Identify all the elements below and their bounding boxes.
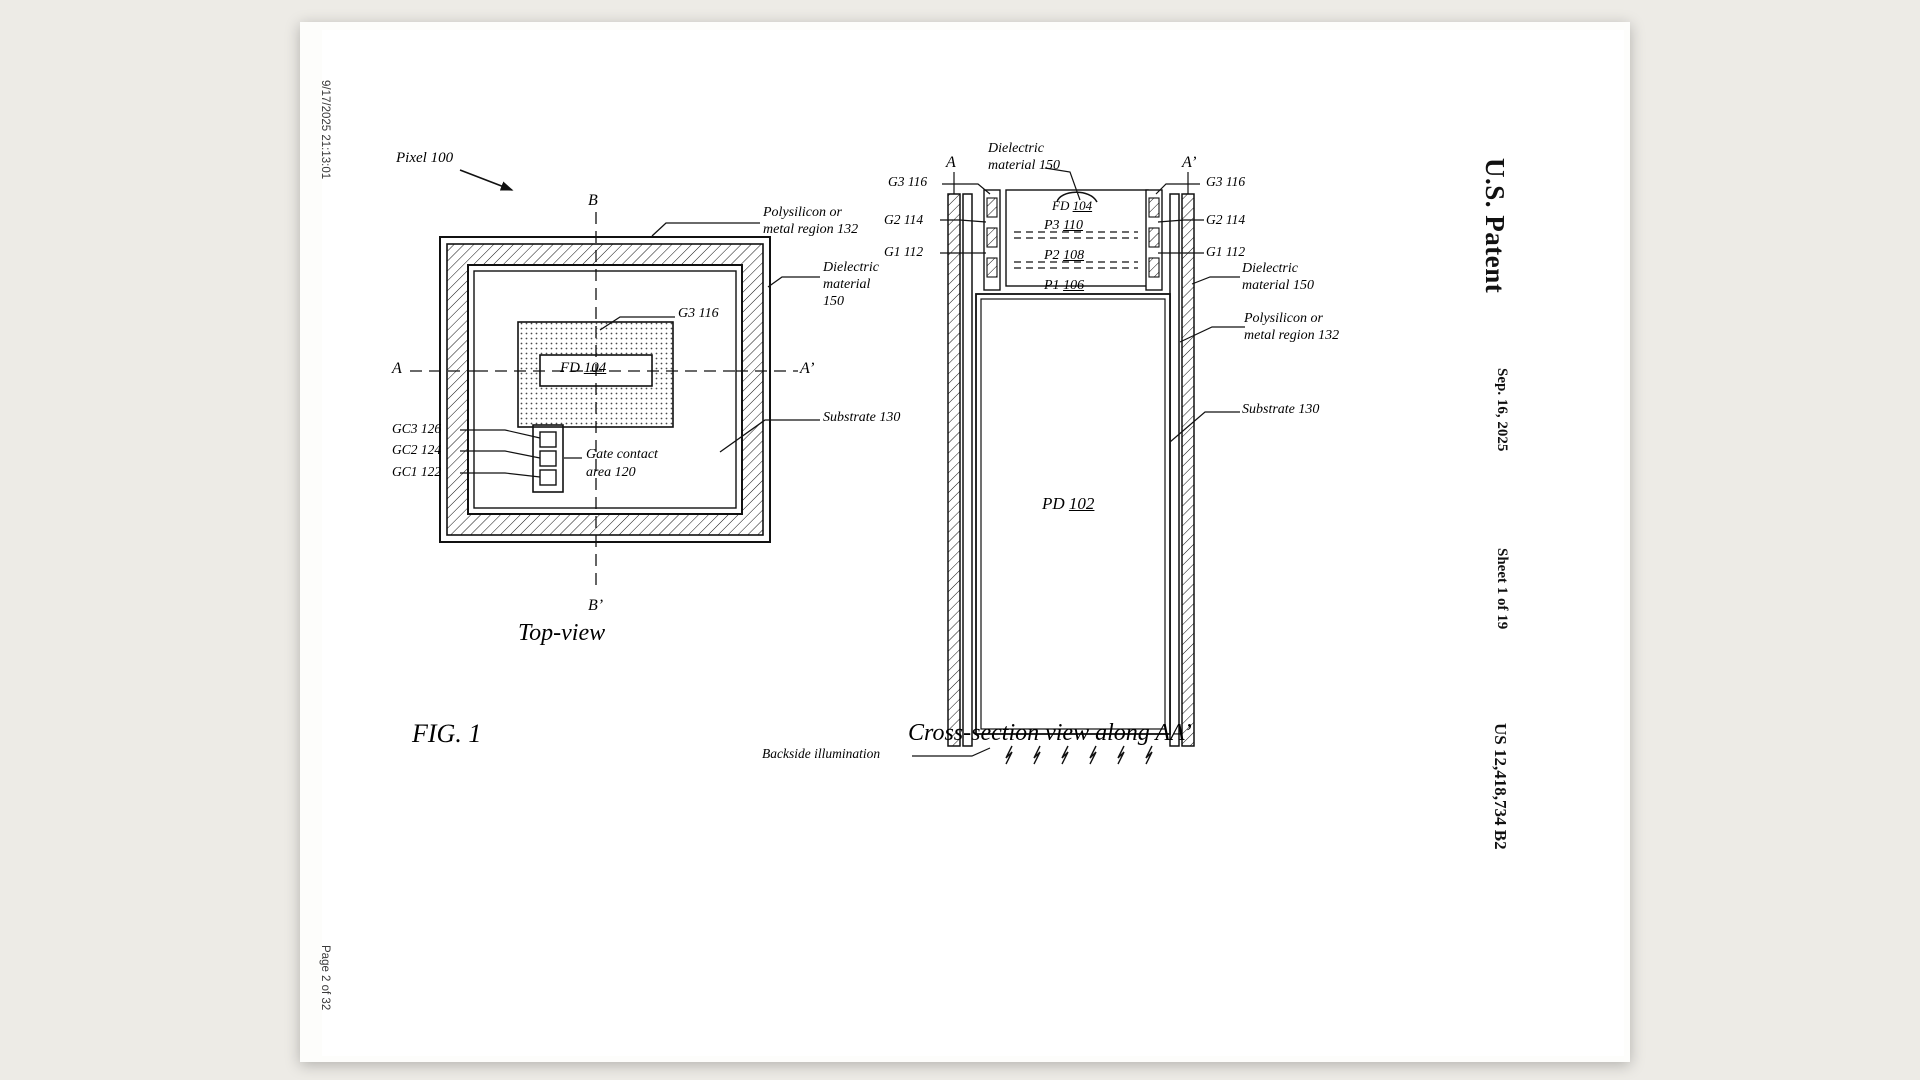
patent-page-sheet (300, 22, 1630, 1062)
label-g1-left: G1 112 (884, 244, 924, 259)
cross-section-title: Cross-section view along AA’ (908, 720, 1192, 746)
label-gc1: GC1 122 (392, 464, 442, 479)
scan-timestamp: 9/17/2025 21:13:01 (319, 80, 331, 180)
section-mark-a-right: A (946, 154, 956, 171)
label-gate-contact-area: Gate contact area 120 (586, 447, 658, 480)
label-substrate-cs: Substrate 130 (1242, 402, 1320, 417)
section-mark-b: B (588, 192, 598, 209)
label-polysilicon-top: Polysilicon or metal region 132 (763, 205, 859, 237)
label-polysilicon-cs: Polysilicon or metal region 132 (1244, 311, 1340, 343)
scan-page-label: Page 2 of 32 (319, 945, 331, 1011)
patent-office-label: U.S. Patent (1480, 158, 1510, 294)
label-pixel-100: Pixel 100 (396, 150, 454, 166)
label-g2-left: G2 114 (884, 212, 924, 227)
label-p1: P1 106 (1044, 278, 1085, 293)
label-dielectric-cs-right: Dielectric material 150 (1242, 261, 1314, 293)
section-mark-b-prime: B’ (588, 597, 604, 614)
patent-date: Sep. 16, 2025 (1494, 368, 1510, 452)
label-g3-top: G3 116 (678, 306, 719, 321)
label-dielectric-top: Dielectric material 150 (823, 260, 879, 309)
label-p3: P3 110 (1044, 218, 1084, 233)
label-fd-top: FD 104 (560, 360, 607, 376)
patent-sheet-number: Sheet 1 of 19 (1494, 548, 1510, 630)
label-g3-right: G3 116 (1206, 174, 1246, 189)
label-g3-left: G3 116 (888, 174, 928, 189)
label-dielectric-cs-top: Dielectric material 150 (988, 141, 1060, 173)
patent-number: US 12,418,734 B2 (1491, 723, 1510, 850)
label-fd-cs: FD 104 (1052, 198, 1093, 213)
label-pd: PD 102 (1042, 494, 1095, 513)
label-g2-right: G2 114 (1206, 212, 1246, 227)
label-p2: P2 108 (1044, 248, 1085, 263)
figure-label: FIG. 1 (412, 719, 482, 748)
top-view-title: Top-view (518, 620, 606, 646)
label-g1-right: G1 112 (1206, 244, 1246, 259)
label-gc2: GC2 124 (392, 442, 442, 457)
section-mark-a-left: A (392, 360, 402, 377)
section-mark-a-prime-left: A’ (800, 360, 815, 377)
label-backside-illumination: Backside illumination (762, 746, 881, 761)
label-substrate-top: Substrate 130 (823, 410, 901, 425)
label-gc3: GC3 126 (392, 421, 442, 436)
section-mark-a-prime-right: A’ (1182, 154, 1197, 171)
